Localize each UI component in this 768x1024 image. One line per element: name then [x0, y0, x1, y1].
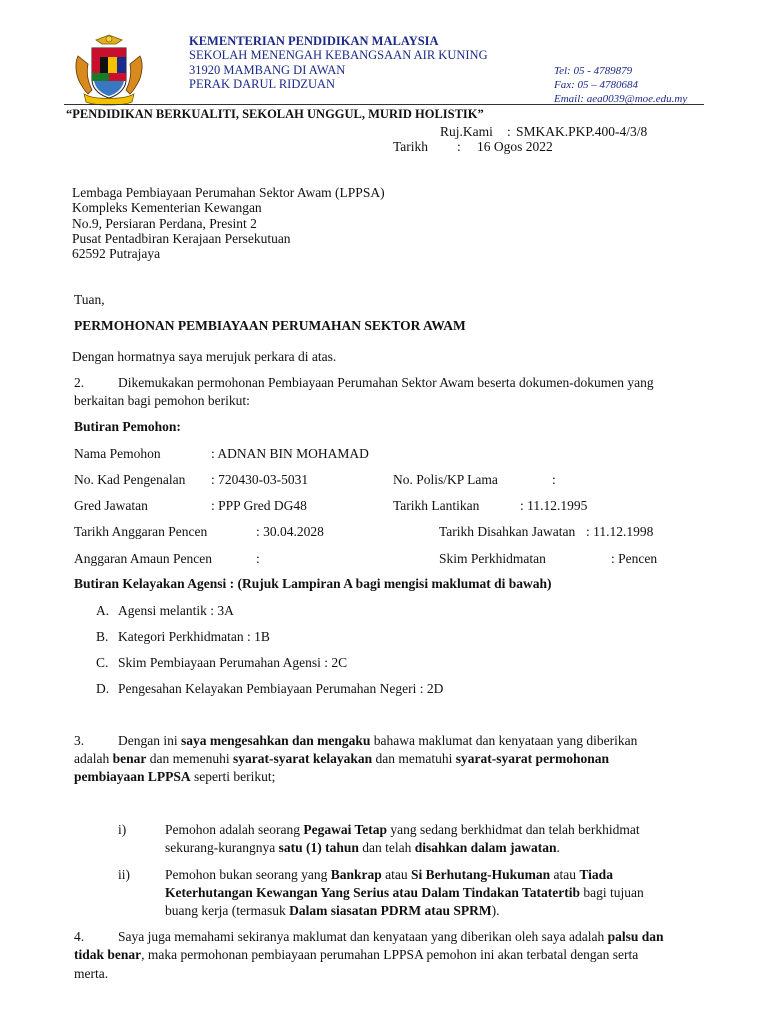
list-item-letter: B.	[96, 629, 109, 644]
reference-value: SMKAK.PKP.400-4/3/8	[516, 124, 648, 139]
fax: Fax: 05 – 4780684	[554, 79, 639, 91]
paragraph-2-line2: berkaitan bagi pemohon berikut:	[74, 393, 250, 408]
school-motto: “PENDIDIKAN BERKUALITI, SEKOLAH UNGGUL, MURID HOLISTIK”	[66, 107, 484, 121]
date-separator: :	[457, 139, 461, 154]
paragraph-number: 3.	[74, 733, 85, 748]
list-item: Pengesahan Kelayakan Pembiayaan Perumahan Negeri : 2D	[118, 681, 444, 696]
ic-value: : 720430-03-5031	[211, 472, 309, 487]
recipient-line: Kompleks Kementerian Kewangan	[72, 200, 262, 215]
list-item: Skim Pembiayaan Perumahan Agensi : 2C	[118, 655, 348, 670]
paragraph-number: 4.	[74, 929, 85, 944]
reference-separator: :	[507, 124, 511, 139]
condition-number: ii)	[118, 867, 130, 882]
condition-number: i)	[118, 822, 127, 837]
recipient-line: Lembaga Pembiayaan Perumahan Sektor Awam (LPPSA)	[72, 185, 385, 200]
paragraph-3-line1: Dengan ini saya mengesahkan dan mengaku bahawa maklumat dan kenyataan yang diberikan	[118, 733, 638, 748]
name-value: : ADNAN BIN MOHAMAD	[211, 446, 369, 461]
paragraph-2-line1: Dikemukakan permohonan Pembiayaan Perumahan Sektor Awam beserta dokumen-dokumen yang	[118, 375, 654, 390]
name-label: Nama Pemohon	[74, 446, 161, 461]
applicant-heading: Butiran Pemohon:	[74, 419, 181, 434]
condition-1-line1: Pemohon adalah seorang Pegawai Tetap yang sedang berkhidmat dan telah berkhidmat	[165, 822, 640, 837]
pension-amount-label: Anggaran Amaun Pencen	[74, 551, 212, 566]
header-divider	[64, 104, 704, 105]
recipient-line: 62592 Putrajaya	[72, 246, 161, 261]
grade-value: : PPP Gred DG48	[211, 498, 307, 513]
condition-2-line2: Keterhutangan Kewangan Yang Serius atau Dalam Tindakan Tatatertib bagi tujuan	[165, 885, 644, 900]
telephone: Tel: 05 - 4789879	[554, 65, 633, 77]
reference-label: Ruj.Kami	[440, 124, 493, 139]
pension-amount-value: :	[256, 551, 260, 566]
list-item-letter: C.	[96, 655, 109, 670]
salutation: Tuan,	[74, 292, 105, 307]
confirmation-date-label: Tarikh Disahkan Jawatan	[439, 524, 576, 539]
service-scheme-label: Skim Perkhidmatan	[439, 551, 546, 566]
recipient-line: Pusat Pentadbiran Kerajaan Persekutuan	[72, 231, 291, 246]
school-address-line2: PERAK DARUL RIDZUAN	[189, 77, 336, 91]
paragraph-4-line2: tidak benar, maka permohonan pembiayaan perumahan LPPSA pemohon ini akan terbatal dengan serta	[74, 947, 639, 962]
eligibility-heading: Butiran Kelayakan Agensi : (Rujuk Lampiran A bagi mengisi maklumat di bawah)	[74, 576, 552, 591]
condition-1-line2: sekurang-kurangnya satu (1) tahun dan telah disahkan dalam jawatan.	[165, 840, 560, 855]
condition-2-line1: Pemohon bukan seorang yang Bankrap atau Si Berhutang-Hukuman atau Tiada	[165, 867, 613, 882]
paragraph-3-line2: adalah benar dan memenuhi syarat-syarat kelayakan dan mematuhi syarat-syarat permohonan	[74, 751, 610, 766]
ministry-name: KEMENTERIAN PENDIDIKAN MALAYSIA	[189, 34, 439, 48]
list-item: Agensi melantik : 3A	[118, 603, 234, 618]
appointment-date-label: Tarikh Lantikan	[393, 498, 480, 513]
school-name: SEKOLAH MENENGAH KEBANGSAAN AIR KUNING	[189, 48, 488, 62]
list-item-letter: A.	[96, 603, 110, 618]
appointment-date-value: : 11.12.1995	[520, 498, 588, 513]
coat-of-arms-logo	[70, 34, 148, 106]
police-no-value: :	[552, 472, 556, 487]
list-item: Kategori Perkhidmatan : 1B	[118, 629, 270, 644]
pension-date-label: Tarikh Anggaran Pencen	[74, 524, 208, 539]
letter-subject: PERMOHONAN PEMBIAYAAN PERUMAHAN SEKTOR AWAM	[74, 318, 466, 333]
condition-2-line3: buang kerja (termasuk Dalam siasatan PDRM atau SPRM).	[165, 903, 500, 918]
paragraph-4-line1: Saya juga memahami sekiranya maklumat dan kenyataan yang diberikan oleh saya adalah palsu dan	[118, 929, 664, 944]
pension-date-value: : 30.04.2028	[256, 524, 324, 539]
paragraph-3-line3: pembiayaan LPPSA seperti berikut;	[74, 769, 276, 784]
intro-text: Dengan hormatnya saya merujuk perkara di atas.	[72, 349, 337, 364]
ic-label: No. Kad Pengenalan	[74, 472, 186, 487]
list-item-letter: D.	[96, 681, 110, 696]
date-value: 16 Ogos 2022	[477, 139, 553, 154]
grade-label: Gred Jawatan	[74, 498, 148, 513]
school-address-line1: 31920 MAMBANG DI AWAN	[189, 63, 346, 77]
recipient-line: No.9, Persiaran Perdana, Presint 2	[72, 216, 257, 231]
paragraph-4-line3: merta.	[74, 966, 109, 981]
confirmation-date-value: : 11.12.1998	[586, 524, 654, 539]
date-label: Tarikh	[393, 139, 429, 154]
paragraph-number: 2.	[74, 375, 85, 390]
service-scheme-value: : Pencen	[611, 551, 658, 566]
police-no-label: No. Polis/KP Lama	[393, 472, 498, 487]
email: Email: aea0039@moe.edu.my	[554, 93, 688, 105]
